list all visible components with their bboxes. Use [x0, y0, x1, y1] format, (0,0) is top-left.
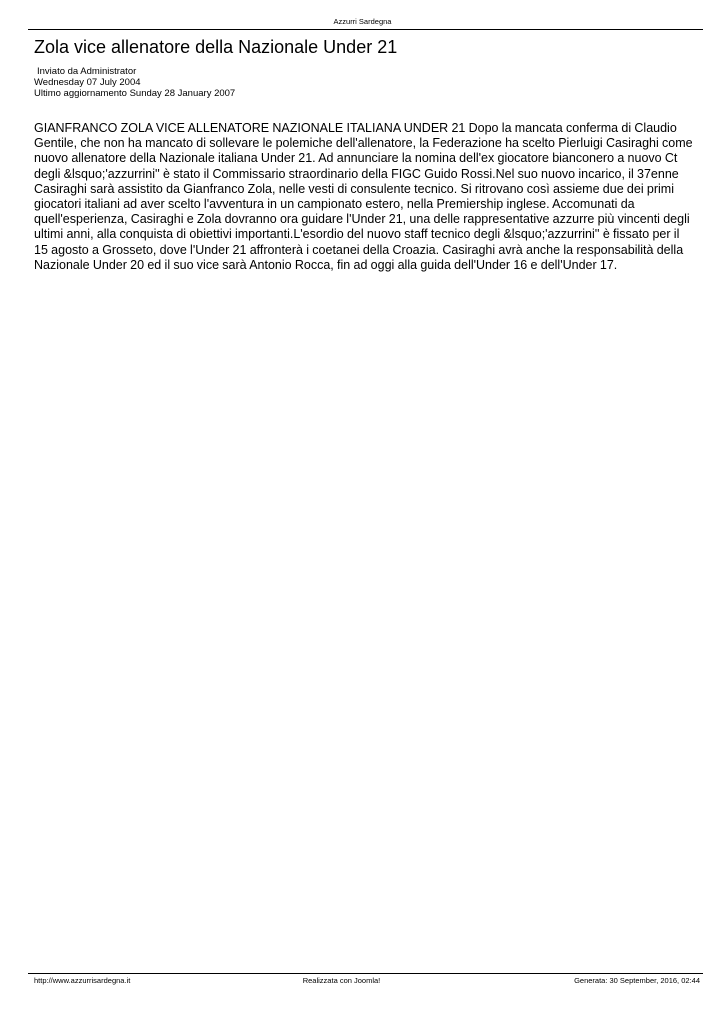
article [34, 36, 694, 273]
site-header [0, 0, 725, 26]
article-meta [34, 66, 694, 99]
footer-divider [28, 973, 703, 974]
footer-powered-by: Realizzata con Joomla! [302, 976, 381, 985]
article-author: Inviato da Administrator [37, 66, 137, 77]
article-published-date: Wednesday 07 July 2004 [34, 77, 141, 88]
header-divider [28, 29, 703, 30]
footer-site-url: http://www.azzurrisardegna.it [34, 976, 131, 985]
article-title: Zola vice allenatore della Nazionale Under 21 [34, 37, 398, 57]
site-name: Azzurri Sardegna [333, 17, 392, 26]
article-updated-date: Ultimo aggiornamento Sunday 28 January 2007 [34, 88, 236, 99]
footer-generated-date: Generata: 30 September, 2016, 02:44 [574, 976, 700, 985]
article-body: GIANFRANCO ZOLA VICE ALLENATORE NAZIONALE ITALIANA UNDER 21 Dopo la mancata conferma di Claudio Gentile, che non ha mancato di sollevare le polemiche dell'allenatore, la Federazione ha scelto Pierluigi Casiraghi come nuovo allenatore della Nazionale italiana Under 21. Ad annunciare la nomina dell'ex giocatore bianconero a nuovo Ct degli &lsquo;'azzurrini'' è stato il Commissario straordinario della FIGC Guido Rossi.Nel suo nuovo incarico, il 37enne Casiraghi sarà assistito da Gianfranco Zola, nelle vesti di consulente tecnico. Si ritrovano così assieme due dei primi giocatori italiani ad aver scelto l'avventura in un campionato estero, nella Premiership inglese. Accomunati da quell'esperienza, Casiraghi e Zola dovranno ora guidare l'Under 21, una delle rappresentative azzurre più vincenti degli ultimi anni, alla conquista di obiettivi importanti.L'esordio del nuovo staff tecnico degli &lsquo;'azzurrini'' è fissato per il 15 agosto a Grosseto, dove l'Under 21 affronterà i coetanei della Croazia. Casiraghi avrà anche la responsabilità della Nazionale Under 20 ed il suo vice sarà Antonio Rocca, fin ad oggi alla guida dell'Under 16 e dell'Under 17. [34, 121, 693, 272]
